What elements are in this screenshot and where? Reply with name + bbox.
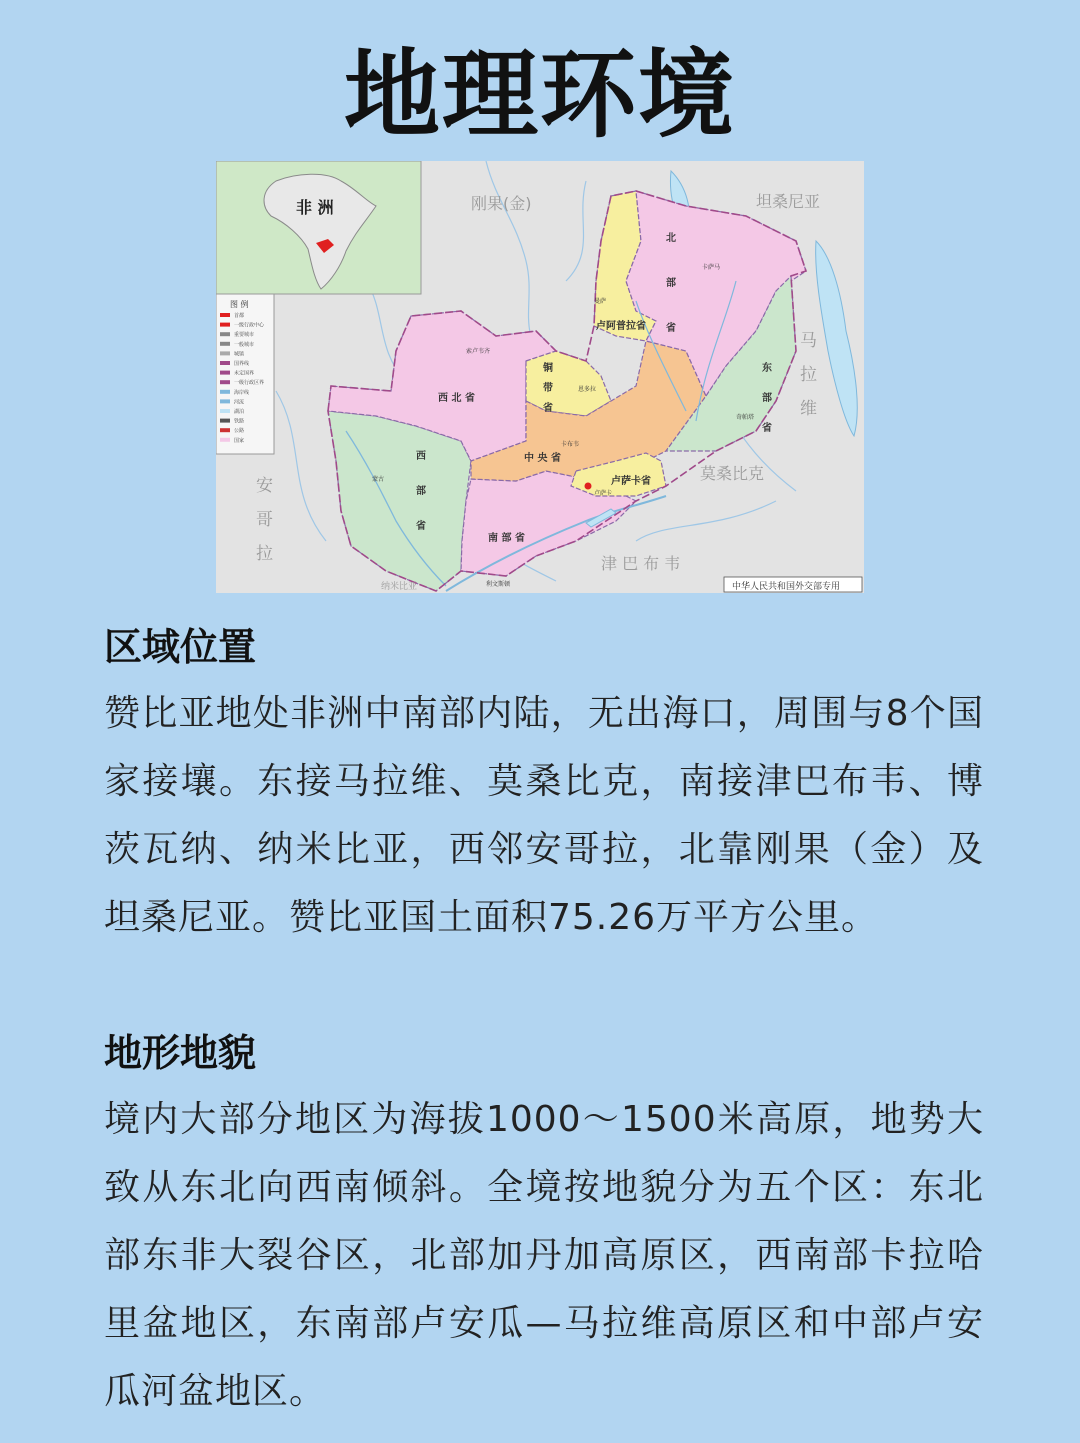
province-northern: 北 [666, 233, 676, 244]
label-zimbabwe: 津 巴 布 韦 [601, 554, 681, 573]
legend-item: 湖泊 [234, 409, 245, 415]
legend-item: 城镇 [234, 351, 245, 358]
province-eastern: 部 [762, 393, 772, 404]
province-western: 西 [416, 451, 426, 462]
legend-item: 一级行政中心 [234, 322, 265, 329]
capital-marker [585, 483, 592, 490]
province-northwestern: 西 北 省 [438, 393, 475, 404]
page-title: 地理环境 [344, 39, 736, 151]
province-copperbelt: 铜 [543, 363, 553, 374]
city-chipata: 奇帕塔 [736, 414, 755, 421]
inset-label: 非 洲 [296, 198, 334, 217]
legend-swatch [220, 380, 230, 384]
label-drc: 刚果(金) [471, 194, 532, 213]
legend-swatch [220, 313, 230, 317]
legend-swatch [220, 438, 230, 442]
label-malawi: 拉 [800, 365, 817, 385]
label-malawi: 维 [800, 399, 817, 419]
province-lusaka: 卢萨卡省 [611, 476, 651, 487]
legend-item: 铁路 [234, 418, 245, 425]
label-namibia: 纳米比亚 [381, 582, 418, 592]
legend-swatch [220, 351, 230, 355]
label-malawi: 马 [800, 331, 817, 351]
province-southern: 南 部 省 [488, 533, 525, 544]
city-mongu: 蒙古 [372, 476, 385, 483]
province-luapula: 卢阿普拉省 [596, 321, 646, 332]
city-kasama: 卡萨马 [702, 264, 721, 271]
province-eastern: 省 [762, 423, 772, 434]
province-eastern: 东 [762, 363, 772, 374]
legend-swatch [220, 361, 230, 365]
zambia-map [216, 161, 864, 593]
city-solwezi: 索卢韦齐 [466, 348, 491, 355]
legend-item: 国家 [234, 437, 245, 444]
province-northern: 部 [666, 278, 676, 289]
section-location [104, 624, 984, 952]
legend-swatch [220, 332, 230, 336]
africa-inset [216, 161, 421, 294]
legend-swatch [220, 399, 230, 403]
legend-swatch [220, 390, 230, 394]
province-western: 部 [416, 486, 426, 497]
city-mansa: 曼萨 [594, 298, 607, 305]
legend-item: 重要城市 [234, 332, 255, 339]
province-copperbelt: 带 [543, 383, 553, 394]
legend-title: 图 例 [230, 300, 249, 309]
legend-item: 未定国界 [234, 370, 255, 377]
label-angola: 安 [256, 476, 273, 496]
city-capital: 卢萨卡 [594, 490, 613, 497]
city-kabwe: 卡布韦 [561, 441, 580, 448]
legend-item: 国界线 [234, 361, 250, 367]
map-credit: 中华人民共和国外交部专用 [732, 582, 841, 592]
label-angola: 拉 [256, 544, 273, 564]
legend-item: 河流 [234, 399, 245, 406]
section-heading-location: 区域位置 [104, 625, 257, 669]
legend-item: 一级行政区界 [234, 380, 265, 387]
legend-item: 一般城市 [234, 341, 255, 348]
province-northern: 省 [666, 323, 676, 334]
legend-swatch [220, 428, 230, 432]
legend-item: 海岸线 [234, 389, 250, 396]
province-copperbelt: 省 [543, 403, 553, 414]
section-terrain [104, 1030, 984, 1426]
province-western: 省 [416, 521, 426, 532]
legend-swatch [220, 323, 230, 327]
legend-swatch [220, 419, 230, 423]
map-legend [216, 294, 274, 454]
legend-item: 首都 [234, 313, 245, 319]
label-mozambique: 莫桑比克 [700, 464, 765, 483]
city-livingstone: 利文斯顿 [486, 581, 511, 588]
section-text-location: 赞比亚地处非洲中南部内陆，无出海口，周围与8个国家接壤。东接马拉维、莫桑比克，南接津巴布韦、博茨瓦纳、纳米比亚，西邻安哥拉，北靠刚果（金）及坦桑尼亚。赞比亚国土面积75.26万平方公里。 [104, 693, 984, 938]
label-tanzania: 坦桑尼亚 [756, 192, 821, 211]
province-central: 中 央 省 [524, 453, 561, 464]
legend-swatch [220, 342, 230, 346]
city-ndola: 恩多拉 [578, 386, 597, 393]
legend-swatch [220, 409, 230, 413]
section-heading-terrain: 地形地貌 [104, 1031, 257, 1075]
label-angola: 哥 [256, 510, 273, 530]
legend-swatch [220, 371, 230, 375]
legend-item: 公路 [234, 428, 245, 435]
section-text-terrain: 境内大部分地区为海拔1000～1500米高原，地势大致从东北向西南倾斜。全境按地貌分为五个区：东北部东非大裂谷区，北部加丹加高原区，西南部卡拉哈里盆地区，东南部卢安瓜—马拉维高原区和中部卢安瓜河盆地区。 [104, 1099, 984, 1412]
